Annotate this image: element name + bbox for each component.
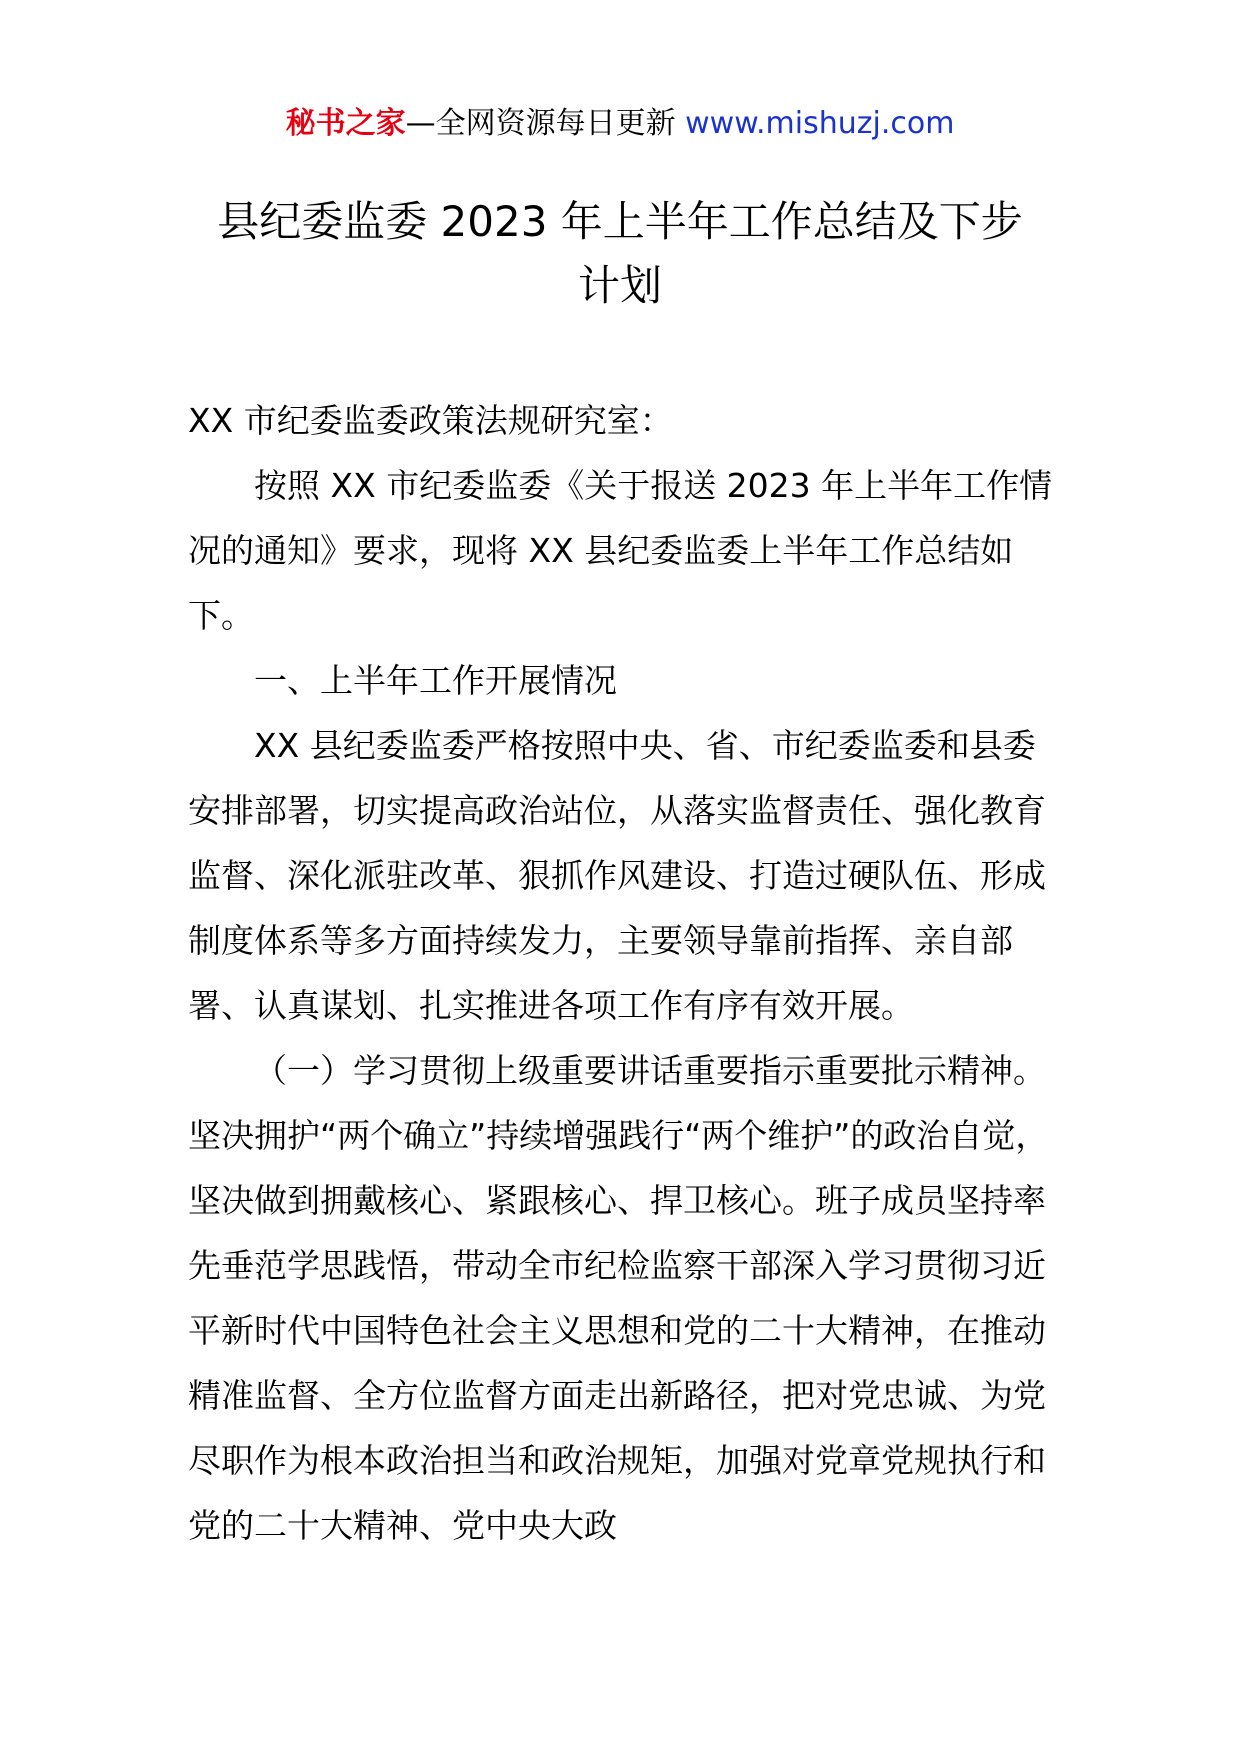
document-title	[190, 190, 1050, 318]
document-body	[188, 388, 1056, 1558]
intro-paragraph: 按照 XX 市纪委监委《关于报送 2023 年上半年工作情况的通知》要求，现将 XX 县纪委监委上半年工作总结如下。	[188, 466, 1053, 635]
title-line-2: 计划	[577, 261, 662, 310]
brand-name: 秘书之家	[285, 106, 406, 141]
section-heading: 一、上半年工作开展情况	[254, 661, 617, 700]
site-url[interactable]: www.mishuzj.com	[685, 106, 955, 141]
salutation: XX 市纪委监委政策法规研究室：	[188, 401, 673, 440]
subsection-paragraph: （一）学习贯彻上级重要讲话重要指示重要批示精神。坚决拥护“两个确立”持续增强践行“两个维护”的政治自觉，坚决做到拥戴核心、紧跟核心、捍卫核心。班子成员坚持率先垂范学思践悟，带动全市纪检监察干部深入学习贯彻习近平新时代中国特色社会主义思想和党的二十大精神，在推动精准监督、全方位监督方面走出新路径，把对党忠诚、为党尽职作为根本政治担当和政治规矩，加强对党章党规执行和党的二十大精神、党中央大政	[188, 1051, 1049, 1545]
section-paragraph: XX 县纪委监委严格按照中央、省、市纪委监委和县委安排部署，切实提高政治站位，从落实监督责任、强化教育监督、深化派驻改革、狠抓作风建设、打造过硬队伍、形成制度体系等多方面持续发力，主要领导靠前指挥、亲自部署、认真谋划、扎实推进各项工作有序有效开展。	[188, 726, 1046, 1025]
title-line-1: 县纪委监委 2023 年上半年工作总结及下步	[217, 197, 1023, 246]
site-header	[0, 100, 1240, 148]
site-tagline: —全网资源每日更新	[405, 106, 676, 141]
